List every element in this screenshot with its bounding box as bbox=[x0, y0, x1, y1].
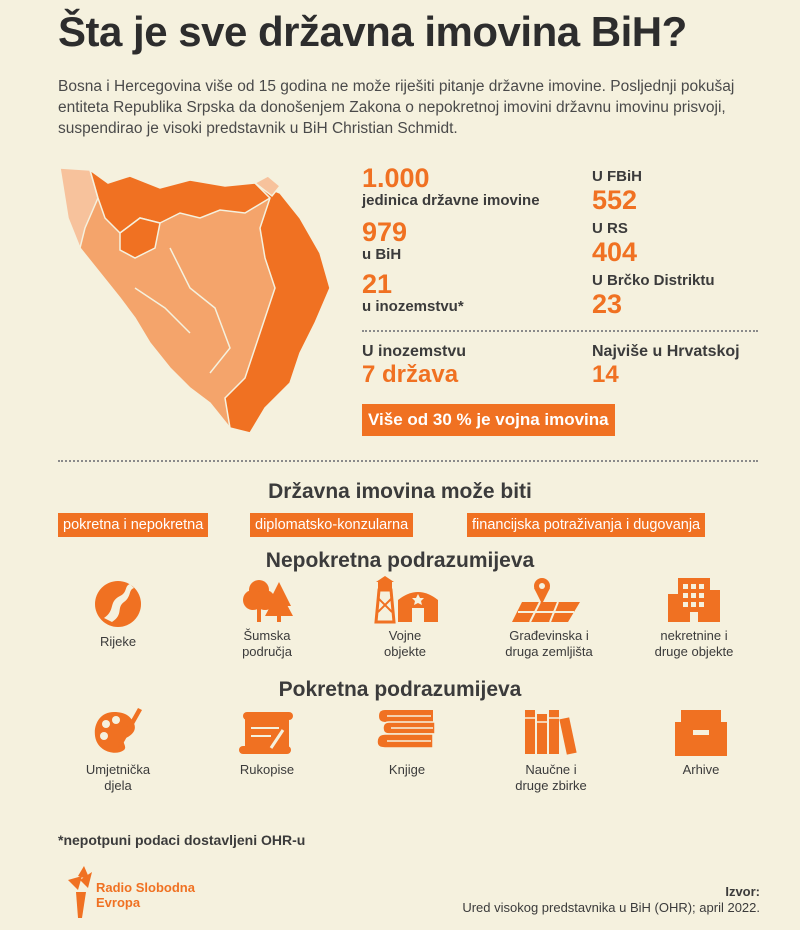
stat-abroad bbox=[362, 270, 464, 316]
movable-item bbox=[486, 708, 616, 794]
stats-divider bbox=[362, 330, 758, 332]
immovable-title: Nepokretna podrazumijeva bbox=[265, 549, 535, 572]
section-divider bbox=[58, 460, 758, 462]
military-icon bbox=[370, 576, 440, 624]
stat-total bbox=[362, 164, 540, 210]
immovable-item bbox=[202, 576, 332, 660]
movable-item bbox=[636, 708, 766, 778]
stat-bih-label: u BiH bbox=[362, 246, 402, 263]
palette-icon bbox=[90, 708, 146, 758]
immovable-item bbox=[484, 576, 614, 660]
movable-title: Pokretna podrazumijeva bbox=[278, 678, 522, 701]
collections-icon bbox=[521, 708, 581, 758]
stat-rs-value: 404 bbox=[592, 237, 638, 267]
immovable-item bbox=[53, 578, 183, 650]
movable-label: Arhive bbox=[682, 762, 720, 777]
forest-icon bbox=[239, 576, 295, 624]
stat-fbih-value: 552 bbox=[592, 185, 638, 215]
military-banner: Više od 30 % je vojna imovina bbox=[362, 404, 615, 436]
movable-label: Rukopise bbox=[239, 762, 295, 777]
stat-brcko-label: U Brčko Distriktu bbox=[592, 272, 715, 289]
immovable-label: nekretnine i druge objekte bbox=[654, 628, 734, 659]
type-pill: diplomatsko-konzularna bbox=[250, 513, 413, 537]
building-icon bbox=[666, 576, 722, 624]
stat-bih-value: 979 bbox=[362, 217, 408, 247]
logo-line1: Radio Slobodna bbox=[96, 880, 195, 895]
page-title: Šta je sve državna imovina BiH? bbox=[58, 8, 687, 55]
archive-icon bbox=[671, 708, 731, 758]
intro-text: Bosna i Hercegovina više od 15 godina ne može riješiti pitanje državne imovine. Posljednji pokušaj entiteta Republika Srpska da donošenjem Zakona o nepokretnoj imovini državnu imovinu prisvoji, suspendirao je visoki predstavnik u BiH Christian Schmidt. bbox=[58, 78, 735, 137]
immovable-label: Građevinska i druga zemljišta bbox=[505, 628, 593, 659]
immovable-label: Rijeke bbox=[99, 634, 137, 649]
source bbox=[462, 884, 760, 916]
movable-label: Knjige bbox=[388, 762, 426, 777]
stat-rs bbox=[592, 220, 637, 266]
stat-total-value: 1.000 bbox=[362, 163, 430, 193]
stat-countries-value: 7 država bbox=[362, 361, 459, 388]
movable-label: Umjetnička djela bbox=[85, 762, 151, 793]
stat-fbih bbox=[592, 168, 642, 214]
stat-croatia-value: 14 bbox=[592, 361, 619, 388]
stat-fbih-label: U FBiH bbox=[592, 168, 642, 185]
stat-bih bbox=[362, 218, 407, 264]
type-pill: pokretna i nepokretna bbox=[58, 513, 208, 537]
type-pill: financijska potraživanja i dugovanja bbox=[467, 513, 705, 537]
stat-abroad-label: u inozemstvu* bbox=[362, 298, 464, 315]
stat-brcko bbox=[592, 272, 715, 318]
immovable-label: Vojne objekte bbox=[384, 628, 426, 659]
manuscript-icon bbox=[235, 708, 299, 758]
source-label: Izvor: bbox=[725, 884, 760, 899]
movable-item bbox=[342, 708, 472, 778]
stat-croatia-label: Najviše u Hrvatskoj bbox=[592, 343, 740, 360]
stat-countries bbox=[362, 343, 466, 389]
stat-croatia bbox=[592, 343, 740, 389]
books-icon bbox=[375, 708, 439, 758]
types-title: Državna imovina može biti bbox=[268, 480, 532, 503]
river-icon bbox=[90, 578, 146, 630]
stat-total-label: jedinica državne imovine bbox=[362, 192, 540, 209]
source-text: Ured visokog predstavnika u BiH (OHR); april 2022. bbox=[462, 900, 760, 915]
stat-countries-label: U inozemstvu bbox=[362, 343, 467, 360]
stat-abroad-value: 21 bbox=[362, 269, 393, 299]
rse-logo-text bbox=[96, 880, 195, 910]
stat-brcko-value: 23 bbox=[592, 289, 623, 319]
land-icon bbox=[512, 576, 586, 624]
movable-label: Naučne i druge zbirke bbox=[515, 762, 587, 793]
footnote: *nepotpuni podaci dostavljeni OHR-u bbox=[58, 832, 306, 848]
immovable-item bbox=[340, 576, 470, 660]
movable-item bbox=[53, 708, 183, 794]
immovable-item bbox=[629, 576, 759, 660]
immovable-label: Šumska područja bbox=[242, 628, 292, 659]
movable-item bbox=[202, 708, 332, 778]
bih-map bbox=[50, 158, 350, 448]
stat-rs-label: U RS bbox=[592, 220, 628, 237]
logo-line2: Evropa bbox=[96, 895, 141, 910]
